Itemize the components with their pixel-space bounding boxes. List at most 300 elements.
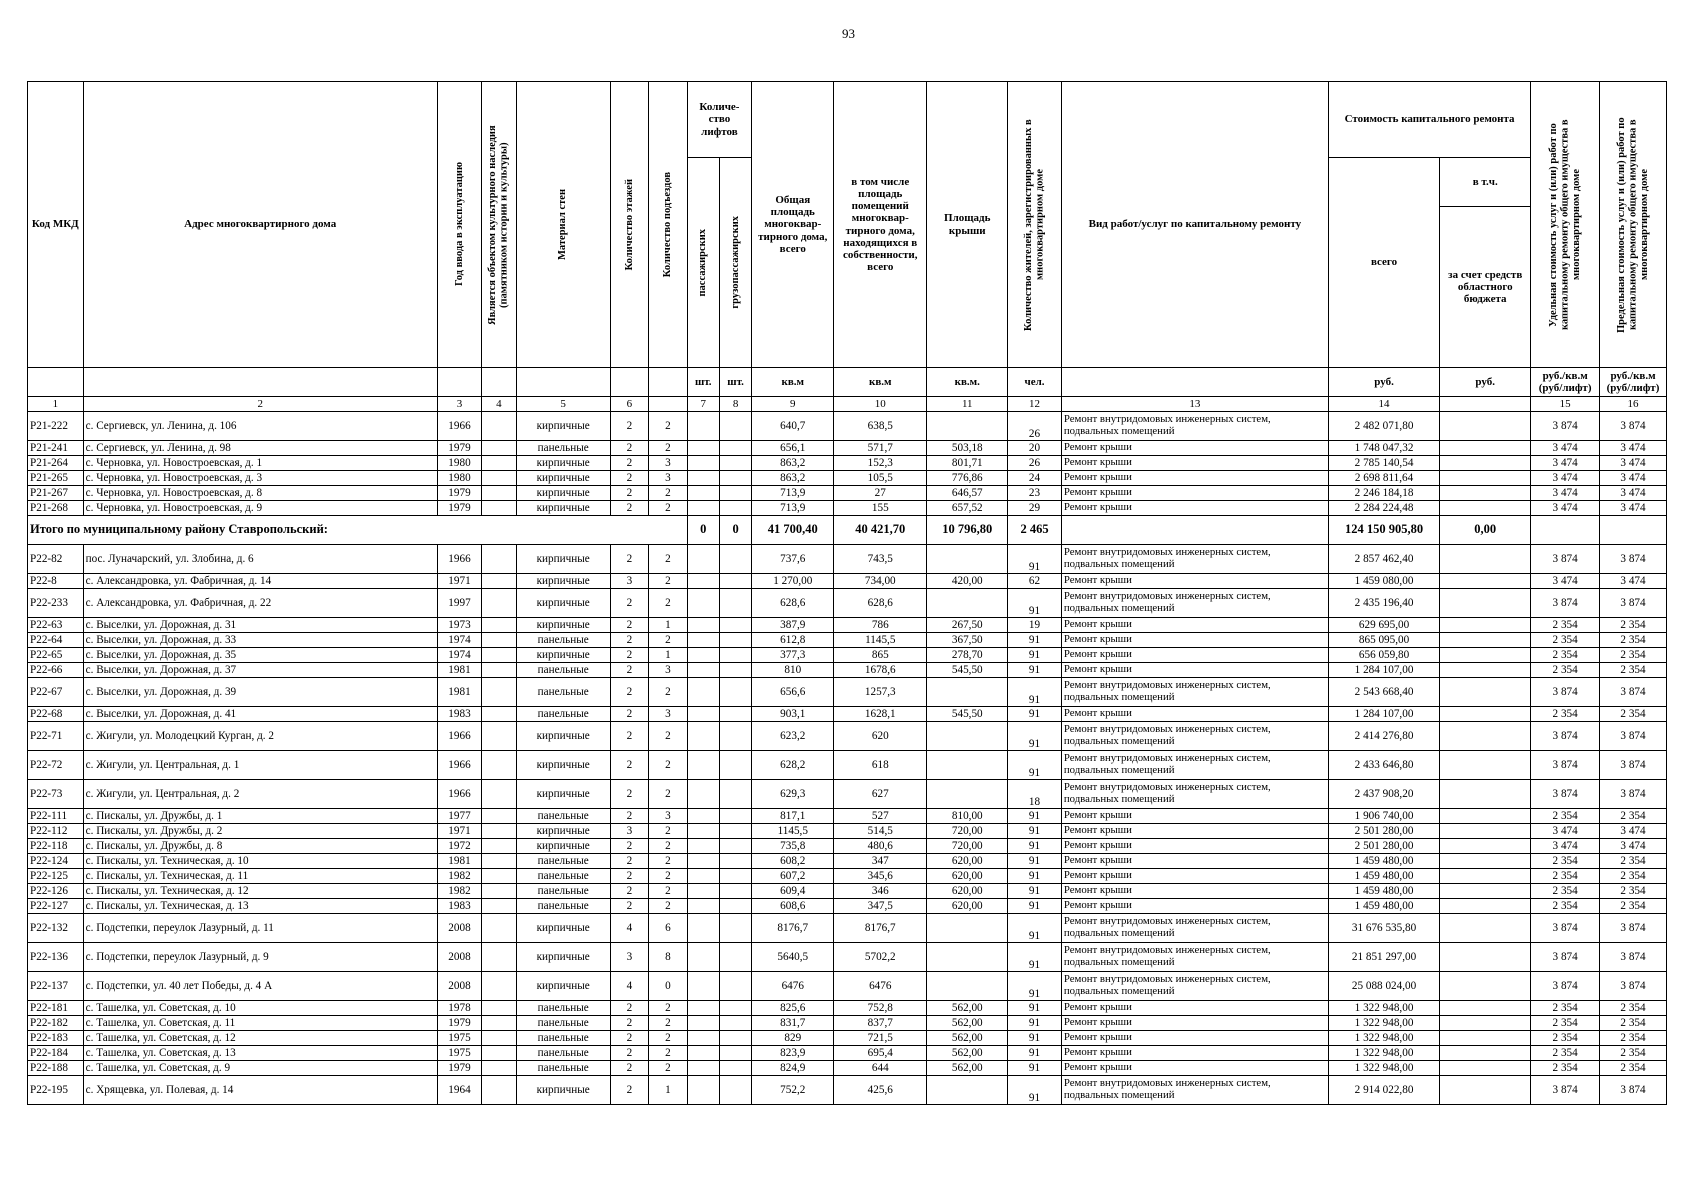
cell-entrances: 3	[649, 471, 687, 486]
cell-lifts-pass	[687, 1031, 719, 1046]
col-code-header: Код МКД	[28, 82, 84, 368]
cell-lifts-pass	[687, 1061, 719, 1076]
cell-lifts-cargo	[719, 707, 751, 722]
cell-roof: 367,50	[927, 633, 1008, 648]
cell-roof: 545,50	[927, 707, 1008, 722]
cell-max-cost: 3 874	[1600, 589, 1667, 618]
cell-floors: 2	[610, 663, 648, 678]
cell-work: Ремонт внутридомовых инженерных систем, подвальных помещений	[1061, 545, 1328, 574]
cell-floors: 2	[610, 486, 648, 501]
cell-regional	[1440, 809, 1531, 824]
cell-lifts-pass	[687, 809, 719, 824]
cell-year: 1982	[437, 884, 482, 899]
cell-regional	[1440, 839, 1531, 854]
cell-area-total: 623,2	[752, 722, 834, 751]
cell-residents: 91	[1008, 943, 1062, 972]
cell-code: Р22-111	[28, 809, 84, 824]
cell-address: с. Жигули, ул. Молодецкий Курган, д. 2	[83, 722, 437, 751]
rows-sergievsky	[28, 545, 1667, 1105]
table-row	[28, 824, 1667, 839]
cell-floors: 2	[610, 884, 648, 899]
col-lifts-cargo-header: грузопассажирских	[719, 158, 751, 368]
table-row	[28, 839, 1667, 854]
col-work-header: Вид работ/услуг по капитальному ремонту	[1061, 82, 1328, 368]
cell-max-cost: 2 354	[1600, 899, 1667, 914]
cell-work: Ремонт крыши	[1061, 1031, 1328, 1046]
cell-cost: 1 284 107,00	[1328, 663, 1439, 678]
table-row	[28, 751, 1667, 780]
cell-entrances: 2	[649, 751, 687, 780]
column-number	[649, 397, 687, 412]
col-wall-header: Материал стен	[516, 82, 610, 368]
cell-max-cost: 2 354	[1600, 707, 1667, 722]
cell-work: Ремонт крыши	[1061, 501, 1328, 516]
cell-floors: 2	[610, 441, 648, 456]
cell-code: Р22-182	[28, 1016, 84, 1031]
cell-regional	[1440, 972, 1531, 1001]
cell-area-total: 1 270,00	[752, 574, 834, 589]
cell-address: с. Сергиевск, ул. Ленина, д. 98	[83, 441, 437, 456]
column-number: 15	[1531, 397, 1600, 412]
cell-year: 1975	[437, 1046, 482, 1061]
cell-code: Р22-65	[28, 648, 84, 663]
cell-heritage	[482, 412, 516, 441]
unit-sht: шт.	[719, 368, 751, 397]
cell-area-owned: 638,5	[834, 412, 927, 441]
cell-unit-cost: 3 474	[1531, 824, 1600, 839]
cell-wall: кирпичные	[516, 943, 610, 972]
cell-lifts-pass	[687, 486, 719, 501]
cell-floors: 2	[610, 1031, 648, 1046]
cell-entrances: 2	[649, 412, 687, 441]
cell-entrances: 2	[649, 899, 687, 914]
cell-address: с. Выселки, ул. Дорожная, д. 31	[83, 618, 437, 633]
cell-year: 1982	[437, 869, 482, 884]
cell-lifts-cargo	[719, 809, 751, 824]
cell-address: с. Пискалы, ул. Техническая, д. 11	[83, 869, 437, 884]
column-number: 14	[1328, 397, 1439, 412]
cell-lifts-pass	[687, 943, 719, 972]
cell-area-total: 863,2	[752, 471, 834, 486]
cell-year: 1980	[437, 471, 482, 486]
cell-work: Ремонт крыши	[1061, 1061, 1328, 1076]
cell-lifts-cargo	[719, 441, 751, 456]
cell-code: Р22-183	[28, 1031, 84, 1046]
cell-code: Р22-184	[28, 1046, 84, 1061]
cell-residents: 91	[1008, 1076, 1062, 1105]
cell-cost: 1 322 948,00	[1328, 1001, 1439, 1016]
cell-residents: 91	[1008, 972, 1062, 1001]
cell-regional	[1440, 1001, 1531, 1016]
cell-code: Р22-63	[28, 618, 84, 633]
cell-lifts-cargo	[719, 751, 751, 780]
cell-roof: 646,57	[927, 486, 1008, 501]
cell-lifts-cargo	[719, 899, 751, 914]
cell-code: Р22-136	[28, 943, 84, 972]
cell-max-cost: 3 874	[1600, 751, 1667, 780]
cell-cost: 2 435 196,40	[1328, 589, 1439, 618]
table-row	[28, 869, 1667, 884]
cell-heritage	[482, 809, 516, 824]
cell-area-owned: 347	[834, 854, 927, 869]
table-row	[28, 486, 1667, 501]
cell-area-total: 640,7	[752, 412, 834, 441]
table-row	[28, 1016, 1667, 1031]
cell-cost: 1 459 480,00	[1328, 899, 1439, 914]
cell-lifts-pass	[687, 972, 719, 1001]
col-cost-regional-header: за счет средств областного бюджета	[1440, 207, 1531, 368]
cell-residents: 91	[1008, 1001, 1062, 1016]
cell-work: Ремонт крыши	[1061, 486, 1328, 501]
cell-residents: 20	[1008, 441, 1062, 456]
cell-entrances: 2	[649, 1031, 687, 1046]
rows-stavropolsky	[28, 412, 1667, 516]
cell-entrances: 2	[649, 839, 687, 854]
cell-residents: 91	[1008, 1061, 1062, 1076]
cell-floors: 2	[610, 412, 648, 441]
column-number: 12	[1008, 397, 1062, 412]
unit-sht: шт.	[687, 368, 719, 397]
cell-address: с. Пискалы, ул. Техническая, д. 12	[83, 884, 437, 899]
cell-entrances: 2	[649, 722, 687, 751]
cell-entrances: 2	[649, 441, 687, 456]
cell-lifts-cargo	[719, 943, 751, 972]
cell-roof: 503,18	[927, 441, 1008, 456]
cell-unit-cost: 3 874	[1531, 780, 1600, 809]
col-entrances-header: Количество подъездов	[649, 82, 687, 368]
cell-entrances: 3	[649, 809, 687, 824]
cell-year: 1983	[437, 707, 482, 722]
cell-regional	[1440, 471, 1531, 486]
cell-work: Ремонт крыши	[1061, 574, 1328, 589]
cell-area-owned: 628,6	[834, 589, 927, 618]
cell-entrances: 2	[649, 884, 687, 899]
cell-max-cost: 3 474	[1600, 471, 1667, 486]
cell-year: 1974	[437, 648, 482, 663]
cell-lifts-pass	[687, 884, 719, 899]
cell-max-cost: 2 354	[1600, 1046, 1667, 1061]
cell-wall: панельные	[516, 854, 610, 869]
cell-cost: 2 698 811,64	[1328, 471, 1439, 486]
cell-floors: 2	[610, 589, 648, 618]
cell-unit-cost: 3 474	[1531, 456, 1600, 471]
cell-work: Ремонт крыши	[1061, 456, 1328, 471]
cell-cost: 2 501 280,00	[1328, 824, 1439, 839]
cell-area-owned: 1145,5	[834, 633, 927, 648]
cell-wall: кирпичные	[516, 574, 610, 589]
cell-address: с. Пискалы, ул. Дружбы, д. 1	[83, 809, 437, 824]
cell-unit-cost: 2 354	[1531, 884, 1600, 899]
cell-area-owned: 5702,2	[834, 943, 927, 972]
cell-residents: 91	[1008, 545, 1062, 574]
cell-wall: кирпичные	[516, 412, 610, 441]
cell-address: с. Выселки, ул. Дорожная, д. 39	[83, 678, 437, 707]
cell-code: Р21-268	[28, 501, 84, 516]
cell-entrances: 2	[649, 1061, 687, 1076]
cell-max-cost: 3 474	[1600, 501, 1667, 516]
cell-lifts-cargo	[719, 824, 751, 839]
cell-floors: 2	[610, 751, 648, 780]
cell-cost: 2 437 908,20	[1328, 780, 1439, 809]
col-residents-header: Количество жителей, зарегистрированных в многоквартирном доме	[1008, 82, 1062, 368]
cell-max-cost: 3 874	[1600, 914, 1667, 943]
cell-code: Р21-222	[28, 412, 84, 441]
cell-year: 1974	[437, 633, 482, 648]
cell-lifts-cargo	[719, 972, 751, 1001]
cell-year: 1975	[437, 1031, 482, 1046]
cell-address: с. Выселки, ул. Дорожная, д. 33	[83, 633, 437, 648]
table-row	[28, 1046, 1667, 1061]
cell-max-cost: 2 354	[1600, 618, 1667, 633]
cell-area-total: 656,6	[752, 678, 834, 707]
col-cost-incl-header: в т.ч.	[1440, 158, 1531, 207]
cell-code: Р22-126	[28, 884, 84, 899]
cell-wall: панельные	[516, 869, 610, 884]
cell-year: 2008	[437, 914, 482, 943]
cell-lifts-cargo	[719, 1001, 751, 1016]
cell-regional	[1440, 441, 1531, 456]
cell-residents: 91	[1008, 839, 1062, 854]
col-year-header: Год ввода в эксплуатацию	[437, 82, 482, 368]
cell-work: Ремонт крыши	[1061, 899, 1328, 914]
cell-code: Р22-181	[28, 1001, 84, 1016]
cell-residents: 62	[1008, 574, 1062, 589]
cell-max-cost: 3 474	[1600, 839, 1667, 854]
cell-year: 1964	[437, 1076, 482, 1105]
cell-lifts-pass	[687, 1046, 719, 1061]
cell-area-owned: 743,5	[834, 545, 927, 574]
cell-year: 1973	[437, 618, 482, 633]
cell-address: с. Пискалы, ул. Дружбы, д. 2	[83, 824, 437, 839]
cell-address: с. Черновка, ул. Новостроевская, д. 9	[83, 501, 437, 516]
cell-work: Ремонт внутридомовых инженерных систем, подвальных помещений	[1061, 1076, 1328, 1105]
cell-roof: 562,00	[927, 1001, 1008, 1016]
table-row	[28, 1076, 1667, 1105]
cell-year: 1997	[437, 589, 482, 618]
cell-work: Ремонт внутридомовых инженерных систем, подвальных помещений	[1061, 589, 1328, 618]
cell-cost: 1 459 480,00	[1328, 854, 1439, 869]
col-roof-header: Площадь крыши	[927, 82, 1008, 368]
cell-floors: 2	[610, 1016, 648, 1031]
unit-rub-kvm: руб./кв.м (руб/лифт)	[1531, 368, 1600, 397]
cell-entrances: 2	[649, 633, 687, 648]
total-label: Итого по муниципальному району Ставропольский:	[28, 516, 688, 545]
unit-kvm: кв.м	[834, 368, 927, 397]
cell-lifts-cargo	[719, 1046, 751, 1061]
cell-max-cost: 2 354	[1600, 1061, 1667, 1076]
cell-area-owned: 105,5	[834, 471, 927, 486]
cell-regional	[1440, 869, 1531, 884]
cell-residents: 91	[1008, 914, 1062, 943]
cell-lifts-cargo	[719, 456, 751, 471]
cell-wall: кирпичные	[516, 471, 610, 486]
cell-floors: 2	[610, 1001, 648, 1016]
cell-lifts-pass	[687, 1001, 719, 1016]
cell-unit-cost: 2 354	[1531, 1061, 1600, 1076]
cell-area-total: 5640,5	[752, 943, 834, 972]
cell-wall: панельные	[516, 899, 610, 914]
cell-area-owned: 734,00	[834, 574, 927, 589]
cell-lifts-cargo	[719, 1076, 751, 1105]
cell-heritage	[482, 854, 516, 869]
cell-entrances: 1	[649, 648, 687, 663]
cell-area-total: 628,2	[752, 751, 834, 780]
cell-wall: панельные	[516, 441, 610, 456]
cell-max-cost: 3 874	[1600, 972, 1667, 1001]
cell-cost: 1 459 480,00	[1328, 884, 1439, 899]
cell-residents: 91	[1008, 751, 1062, 780]
cell-area-owned: 155	[834, 501, 927, 516]
cell-floors: 2	[610, 707, 648, 722]
cell-wall: кирпичные	[516, 648, 610, 663]
cell-code: Р22-82	[28, 545, 84, 574]
column-number: 4	[482, 397, 516, 412]
cell-work: Ремонт внутридомовых инженерных систем, подвальных помещений	[1061, 751, 1328, 780]
cell-year: 1966	[437, 722, 482, 751]
cell-year: 1966	[437, 751, 482, 780]
cell-lifts-cargo	[719, 574, 751, 589]
table-row	[28, 456, 1667, 471]
cell-lifts-pass	[687, 574, 719, 589]
cell-lifts-cargo	[719, 589, 751, 618]
cell-area-owned: 721,5	[834, 1031, 927, 1046]
cell-lifts-cargo	[719, 545, 751, 574]
cell-heritage	[482, 618, 516, 633]
cell-code: Р22-124	[28, 854, 84, 869]
cell-floors: 2	[610, 648, 648, 663]
cell-heritage	[482, 589, 516, 618]
cell-heritage	[482, 914, 516, 943]
table-row	[28, 545, 1667, 574]
cell-regional	[1440, 663, 1531, 678]
column-number: 3	[437, 397, 482, 412]
cell-wall: панельные	[516, 1016, 610, 1031]
cell-floors: 3	[610, 943, 648, 972]
cell-code: Р22-132	[28, 914, 84, 943]
cell-unit-cost: 2 354	[1531, 809, 1600, 824]
cell-floors: 3	[610, 574, 648, 589]
table-header	[28, 82, 1667, 412]
cell-regional	[1440, 1016, 1531, 1031]
cell-floors: 2	[610, 456, 648, 471]
cell-lifts-cargo	[719, 633, 751, 648]
cell-roof: 562,00	[927, 1016, 1008, 1031]
cell-work: Ремонт крыши	[1061, 633, 1328, 648]
cell-year: 1981	[437, 678, 482, 707]
cell-lifts-cargo	[719, 471, 751, 486]
cell-cost: 656 059,80	[1328, 648, 1439, 663]
cell-regional	[1440, 1031, 1531, 1046]
cell-max-cost: 3 874	[1600, 412, 1667, 441]
cell-cost: 1 322 948,00	[1328, 1061, 1439, 1076]
cell-unit-cost: 2 354	[1531, 648, 1600, 663]
cell-roof	[927, 589, 1008, 618]
cell-year: 2008	[437, 972, 482, 1001]
cell-regional	[1440, 884, 1531, 899]
col-cost-header: Стоимость капитального ремонта	[1328, 82, 1530, 158]
cell-work: Ремонт внутридомовых инженерных систем, подвальных помещений	[1061, 780, 1328, 809]
cell-entrances: 0	[649, 972, 687, 1001]
cell-cost: 2 501 280,00	[1328, 839, 1439, 854]
cell-unit-cost: 2 354	[1531, 633, 1600, 648]
col-floors-header: Количество этажей	[610, 82, 648, 368]
cell-regional	[1440, 914, 1531, 943]
cell-floors: 2	[610, 809, 648, 824]
cell-lifts-cargo	[719, 914, 751, 943]
cell-heritage	[482, 633, 516, 648]
cell-max-cost: 3 474	[1600, 456, 1667, 471]
cell-regional	[1440, 412, 1531, 441]
cell-entrances: 2	[649, 574, 687, 589]
total-section	[28, 516, 1667, 545]
cell-cost: 2 785 140,54	[1328, 456, 1439, 471]
cell-work: Ремонт внутридомовых инженерных систем, подвальных помещений	[1061, 972, 1328, 1001]
cell-work: Ремонт внутридомовых инженерных систем, подвальных помещений	[1061, 943, 1328, 972]
capital-repair-table	[27, 81, 1667, 1105]
cell-lifts-pass	[687, 1016, 719, 1031]
cell-area-owned: 480,6	[834, 839, 927, 854]
cell-wall: кирпичные	[516, 780, 610, 809]
cell-code: Р22-71	[28, 722, 84, 751]
col-area-total-header: Общая площадь многоквар-тирного дома, всего	[752, 82, 834, 368]
cell-code: Р22-125	[28, 869, 84, 884]
cell-max-cost: 3 474	[1600, 441, 1667, 456]
cell-area-owned: 152,3	[834, 456, 927, 471]
cell-area-owned: 837,7	[834, 1016, 927, 1031]
cell-roof	[927, 914, 1008, 943]
cell-lifts-pass	[687, 839, 719, 854]
cell-max-cost: 2 354	[1600, 663, 1667, 678]
cell-address: с. Ташелка, ул. Советская, д. 11	[83, 1016, 437, 1031]
cell-cost: 2 414 276,80	[1328, 722, 1439, 751]
total-lifts-pass: 0	[687, 516, 719, 545]
cell-entrances: 2	[649, 545, 687, 574]
cell-roof: 620,00	[927, 899, 1008, 914]
cell-lifts-pass	[687, 589, 719, 618]
cell-lifts-cargo	[719, 839, 751, 854]
cell-code: Р22-73	[28, 780, 84, 809]
cell-lifts-pass	[687, 899, 719, 914]
unit-chel: чел.	[1008, 368, 1062, 397]
table-row	[28, 809, 1667, 824]
cell-heritage	[482, 707, 516, 722]
table-row	[28, 884, 1667, 899]
cell-entrances: 2	[649, 854, 687, 869]
cell-unit-cost: 3 474	[1531, 574, 1600, 589]
cell-regional	[1440, 545, 1531, 574]
cell-area-owned: 425,6	[834, 1076, 927, 1105]
cell-wall: кирпичные	[516, 751, 610, 780]
cell-entrances: 2	[649, 589, 687, 618]
cell-unit-cost: 2 354	[1531, 1046, 1600, 1061]
cell-unit-cost: 3 474	[1531, 441, 1600, 456]
cell-max-cost: 3 474	[1600, 824, 1667, 839]
cell-cost: 1 748 047,32	[1328, 441, 1439, 456]
cell-heritage	[482, 441, 516, 456]
cell-max-cost: 2 354	[1600, 1031, 1667, 1046]
table-row	[28, 633, 1667, 648]
table-row	[28, 441, 1667, 456]
cell-regional	[1440, 633, 1531, 648]
cell-residents: 91	[1008, 869, 1062, 884]
cell-area-total: 8176,7	[752, 914, 834, 943]
cell-code: Р22-233	[28, 589, 84, 618]
cell-address: с. Подстепки, переулок Лазурный, д. 9	[83, 943, 437, 972]
column-number: 5	[516, 397, 610, 412]
cell-address: пос. Луначарский, ул. Злобина, д. 6	[83, 545, 437, 574]
cell-residents: 91	[1008, 663, 1062, 678]
cell-heritage	[482, 899, 516, 914]
